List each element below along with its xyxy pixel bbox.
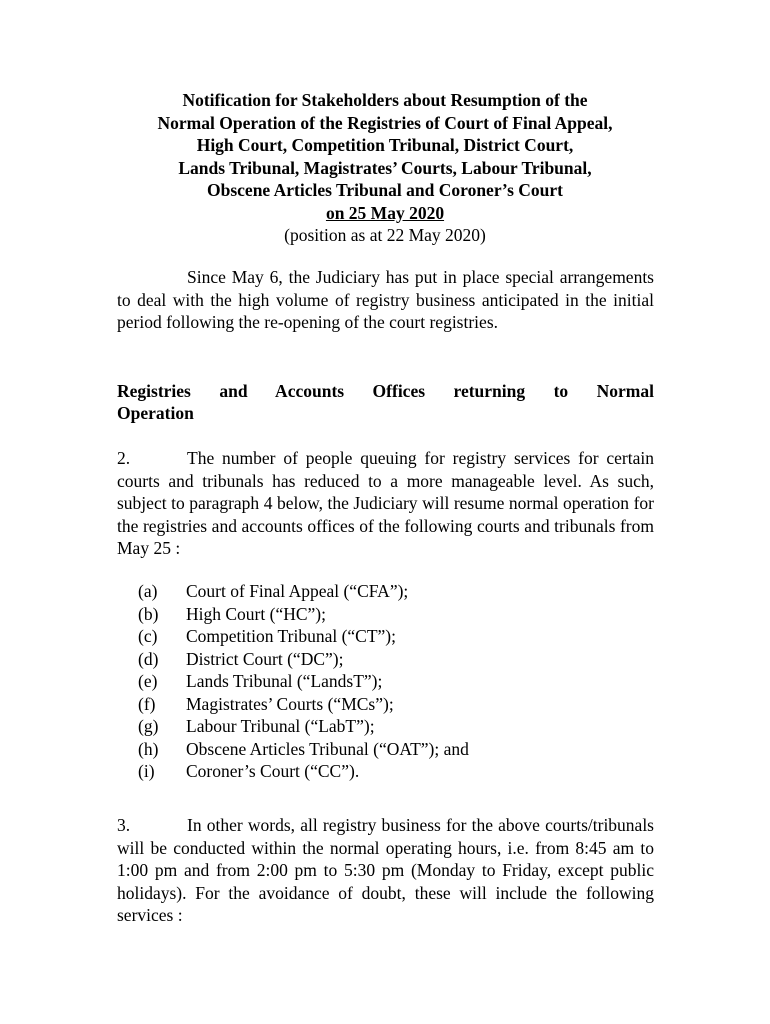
paragraph-3-text: In other words, all registry business for the above courts/tribunals will be conducted within the normal operating hours, i.e. from 8:45 am to 1:00 pm and from 2:00 pm to 5:30 pm (Monday to Friday, except public holidays). For the avoidance of doubt, these will include the following services :: [117, 815, 654, 925]
list-item-text: Coroner’s Court (“CC”).: [186, 761, 360, 781]
list-item-text: Obscene Articles Tribunal (“OAT”); and: [186, 738, 469, 759]
list-item-text: Competition Tribunal (“CT”);: [186, 626, 396, 646]
list-item: [138, 625, 469, 648]
list-item-text: Labour Tribunal (“LabT”);: [186, 716, 375, 736]
list-item: [138, 648, 469, 671]
list-item: [138, 715, 469, 738]
list-item-label: (c): [138, 626, 158, 646]
intro-paragraph: Since May 6, the Judiciary has put in place special arrangements to deal with the high volume of registry business anticipated in the initial period following the re-opening of the court registries.: [117, 267, 654, 332]
notification-title: [100, 89, 670, 247]
list-item: [138, 693, 469, 716]
paragraph-3: [117, 814, 654, 927]
title-line-5: Obscene Articles Tribunal and Coroner’s Court: [207, 180, 563, 200]
list-item-label: (e): [138, 671, 158, 691]
section-heading-line-2: Operation: [117, 403, 194, 423]
list-item-label: (f): [138, 693, 156, 714]
list-item-label: (b): [138, 603, 159, 624]
paragraph-2-number: 2.: [117, 448, 131, 468]
list-item-text: High Court (“HC”);: [186, 603, 326, 624]
paragraph-2: [117, 447, 654, 560]
title-line-3: High Court, Competition Tribunal, District Court,: [196, 135, 574, 155]
list-item-label: (i): [138, 761, 155, 781]
list-item: [138, 760, 469, 783]
section-heading-line-1: Registries and Accounts Offices returning to Normal: [117, 381, 654, 401]
list-item: [138, 580, 469, 603]
paragraph-2-text: The number of people queuing for registry services for certain courts and tribunals has reduced to a more manageable level. As such, subject to paragraph 4 below, the Judiciary will resume normal operation for the registries and accounts offices of the following courts and tribunals from May 25 :: [117, 448, 654, 558]
list-item-text: Lands Tribunal (“LandsT”);: [186, 671, 383, 691]
list-item: [138, 738, 469, 761]
list-item-text: Court of Final Appeal (“CFA”);: [186, 581, 409, 601]
title-line-1: Notification for Stakeholders about Resumption of the: [182, 90, 588, 110]
list-item-label: (a): [138, 581, 158, 601]
title-line-4: Lands Tribunal, Magistrates’ Courts, Labour Tribunal,: [178, 157, 592, 178]
title-date: on 25 May 2020: [325, 202, 445, 223]
list-item: [138, 670, 469, 693]
courts-list: [138, 580, 469, 783]
paragraph-3-number: 3.: [117, 815, 131, 835]
list-item: [138, 603, 469, 626]
list-item-text: Magistrates’ Courts (“MCs”);: [186, 693, 394, 714]
list-item-text: District Court (“DC”);: [186, 648, 344, 669]
title-position-date: (position as at 22 May 2020): [284, 225, 486, 245]
list-item-label: (g): [138, 716, 159, 736]
list-item-label: (h): [138, 738, 159, 759]
title-line-2: Normal Operation of the Registries of Court of Final Appeal,: [157, 112, 613, 133]
list-item-label: (d): [138, 648, 159, 669]
